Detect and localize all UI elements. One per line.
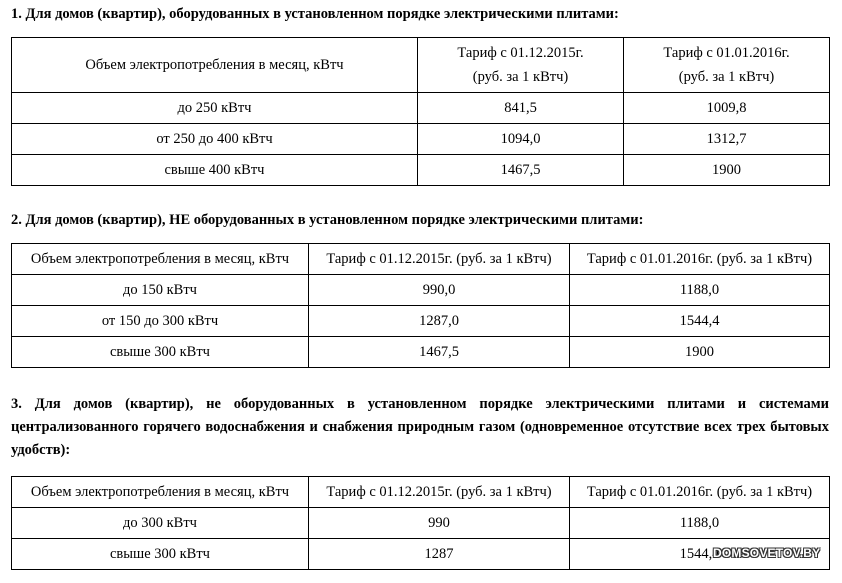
cell-tariff-2016: 1188,0 xyxy=(570,508,830,539)
header-tariff-2016: Тариф с 01.01.2016г. (руб. за 1 кВтч) xyxy=(570,477,830,508)
cell-tariff-2016: 1544,4 xyxy=(570,539,830,570)
header-tariff-2015 xyxy=(418,38,624,93)
cell-volume: свыше 300 кВтч xyxy=(12,539,309,570)
header-volume: Объем электропотребления в месяц, кВтч xyxy=(12,244,309,275)
tariff-table-3 xyxy=(11,476,830,570)
cell-tariff-2016: 1312,7 xyxy=(624,124,830,155)
table-row xyxy=(12,93,830,124)
table-row xyxy=(12,337,830,368)
section-3-heading: 3. Для домов (квартир), не оборудованных в установленном порядке электрическими плитами и системами централизованного горячего водоснабжения и снабжения природным газом (одновременное отсутствие всех трех бытовых удобств): xyxy=(11,396,829,458)
header-tariff-2016 xyxy=(624,38,830,93)
cell-tariff-2016: 1009,8 xyxy=(624,93,830,124)
header-tariff-2015: Тариф с 01.12.2015г. (руб. за 1 кВтч) xyxy=(309,477,570,508)
cell-tariff-2015: 990 xyxy=(309,508,570,539)
site-watermark: DOMSOVETOV.BY xyxy=(713,546,821,560)
cell-tariff-2016: 1188,0 xyxy=(570,275,830,306)
cell-volume: свыше 300 кВтч xyxy=(12,337,309,368)
cell-tariff-2015: 1287 xyxy=(309,539,570,570)
header-tariff-2016-line1: Тариф с 01.01.2016г. xyxy=(663,45,790,61)
table-row xyxy=(12,306,830,337)
section-2-heading: 2. Для домов (квартир), НЕ оборудованных в установленном порядке электрическими плитами: xyxy=(11,212,644,228)
header-volume: Объем электропотребления в месяц, кВтч xyxy=(12,477,309,508)
table-row xyxy=(12,155,830,186)
table-header-row xyxy=(12,244,830,275)
tariff-table-1 xyxy=(11,37,830,186)
cell-tariff-2015: 990,0 xyxy=(309,275,570,306)
cell-tariff-2016: 1544,4 xyxy=(570,306,830,337)
cell-volume: до 150 кВтч xyxy=(12,275,309,306)
cell-tariff-2015: 841,5 xyxy=(418,93,624,124)
table-row xyxy=(12,508,830,539)
cell-volume: до 300 кВтч xyxy=(12,508,309,539)
tariff-table-2 xyxy=(11,243,830,368)
header-volume: Объем электропотребления в месяц, кВтч xyxy=(12,38,418,93)
header-tariff-2015-line1: Тариф с 01.12.2015г. xyxy=(457,45,584,61)
cell-volume: свыше 400 кВтч xyxy=(12,155,418,186)
cell-volume: от 250 до 400 кВтч xyxy=(12,124,418,155)
header-tariff-2015-line2: (руб. за 1 кВтч) xyxy=(472,69,569,85)
cell-tariff-2015: 1467,5 xyxy=(418,155,624,186)
header-tariff-2016-line2: (руб. за 1 кВтч) xyxy=(678,69,775,85)
table-row xyxy=(12,539,830,570)
header-tariff-2016: Тариф с 01.01.2016г. (руб. за 1 кВтч) xyxy=(570,244,830,275)
table-row xyxy=(12,275,830,306)
cell-tariff-2016: 1900 xyxy=(570,337,830,368)
section-1-heading: 1. Для домов (квартир), оборудованных в установленном порядке электрическими плитами: xyxy=(11,6,619,22)
cell-tariff-2015: 1287,0 xyxy=(309,306,570,337)
table-row xyxy=(12,124,830,155)
table-header-row xyxy=(12,38,830,93)
table-header-row xyxy=(12,477,830,508)
cell-volume: до 250 кВтч xyxy=(12,93,418,124)
cell-tariff-2015: 1094,0 xyxy=(418,124,624,155)
cell-tariff-2016: 1900 xyxy=(624,155,830,186)
cell-volume: от 150 до 300 кВтч xyxy=(12,306,309,337)
header-tariff-2015: Тариф с 01.12.2015г. (руб. за 1 кВтч) xyxy=(309,244,570,275)
cell-tariff-2015: 1467,5 xyxy=(309,337,570,368)
